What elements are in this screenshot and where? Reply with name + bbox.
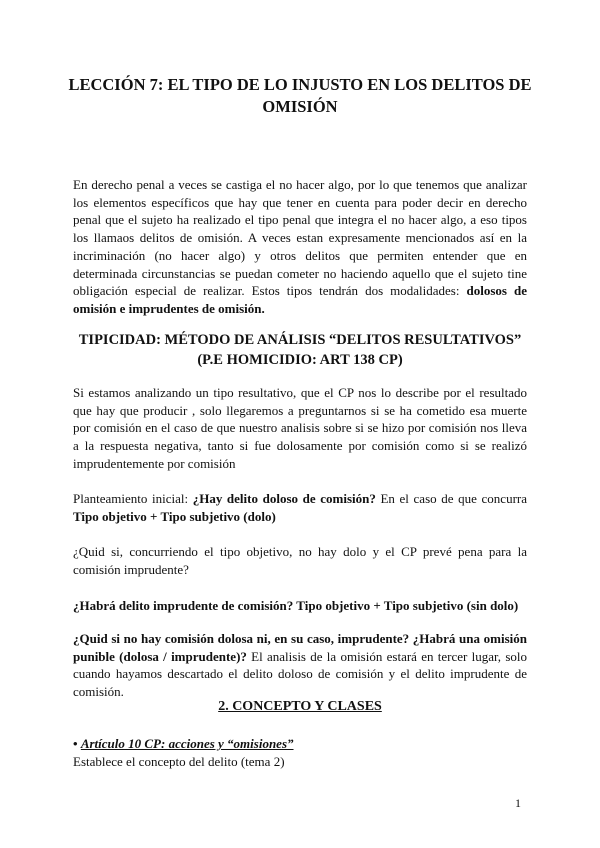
section1-paragraph4: ¿Habrá delito imprudente de comisión? Tipo objetivo + Tipo subjetivo (sin dolo) [73,598,519,613]
page-title: LECCIÓN 7: EL TIPO DE LO INJUSTO EN LOS DELITOS DE OMISIÓN [68,75,532,116]
section1-paragraph1: Si estamos analizando un tipo resultativo, que el CP nos lo describe por el resultado que hay que producir , solo llegaremos a preguntarnos si se ha cometido esa muerte por comisión en el caso de que nuestro analisis sobre si se hizo por comisión nos lleva a la respuesta negativa, tanto si fue dolosamente por comisión como si se realizó imprudentemente por comisión [73,385,527,471]
section2-text: Establece el concepto del delito (tema 2) [73,754,285,769]
section1-heading [60,330,540,370]
para2-plain2: En el caso de que concurra [375,491,527,506]
section2-heading-text: 2. CONCEPTO Y CLASES [218,699,382,714]
section2-subheading [73,735,527,753]
para2-bold: ¿Hay delito doloso de comisión? [192,491,376,506]
section1-heading-line2: (P.E HOMICIDIO: ART 138 CP) [197,352,403,368]
section2-heading [60,698,540,716]
article-10-subheading: Artículo 10 CP: acciones y “omisiones” [80,736,294,751]
para5-bold: ¿Quid si no hay comisión dolosa ni, en su caso, imprudente? ¿Habrá una omisión punible (dolosa / imprudente)? [73,631,527,664]
section1-paragraph2 [73,490,527,525]
para2-plain: Planteamiento inicial: [73,491,193,506]
bullet-icon: • [73,736,78,751]
para2-bold2: Tipo objetivo + Tipo subjetivo (dolo) [73,508,276,524]
section1-paragraph3: ¿Quid si, concurriendo el tipo objetivo, no hay dolo y el CP prevé pena para la comisión imprudente? [73,544,527,577]
para5-plain: El analisis de la omisión estará en tercer lugar, solo cuando hayamos descartado el delito doloso de comisión y el delito imprudente de comisión. [73,648,527,700]
section1-heading-line1: TIPICIDAD: MÉTODO DE ANÁLISIS “DELITOS RESULTATIVOS” [78,332,522,348]
page-number: 1 [515,796,521,810]
intro-paragraph [73,176,527,318]
section1-paragraph5 [73,630,527,701]
intro-bold-text: dolosos de omisión e imprudentes de omisión. [73,283,527,316]
intro-text: En derecho penal a veces se castiga el no hacer algo, por lo que tenemos que analizar los elementos específicos que hay que tener en cuenta para poder decir en derecho penal que el sujeto ha realizado el tipo penal que integra el no hacer algo, a eso tipos los llamaos delitos de omisión. A veces estan expresamente mencionados así en la incriminación (no hacer algo) y otros delitos que permiten entender que en determinada circunstancias se puedan cometer no haciendo aquello que el sujeto tine obligación especial de realizar. Estos tipos tendrán dos modalidades: [73,177,527,299]
